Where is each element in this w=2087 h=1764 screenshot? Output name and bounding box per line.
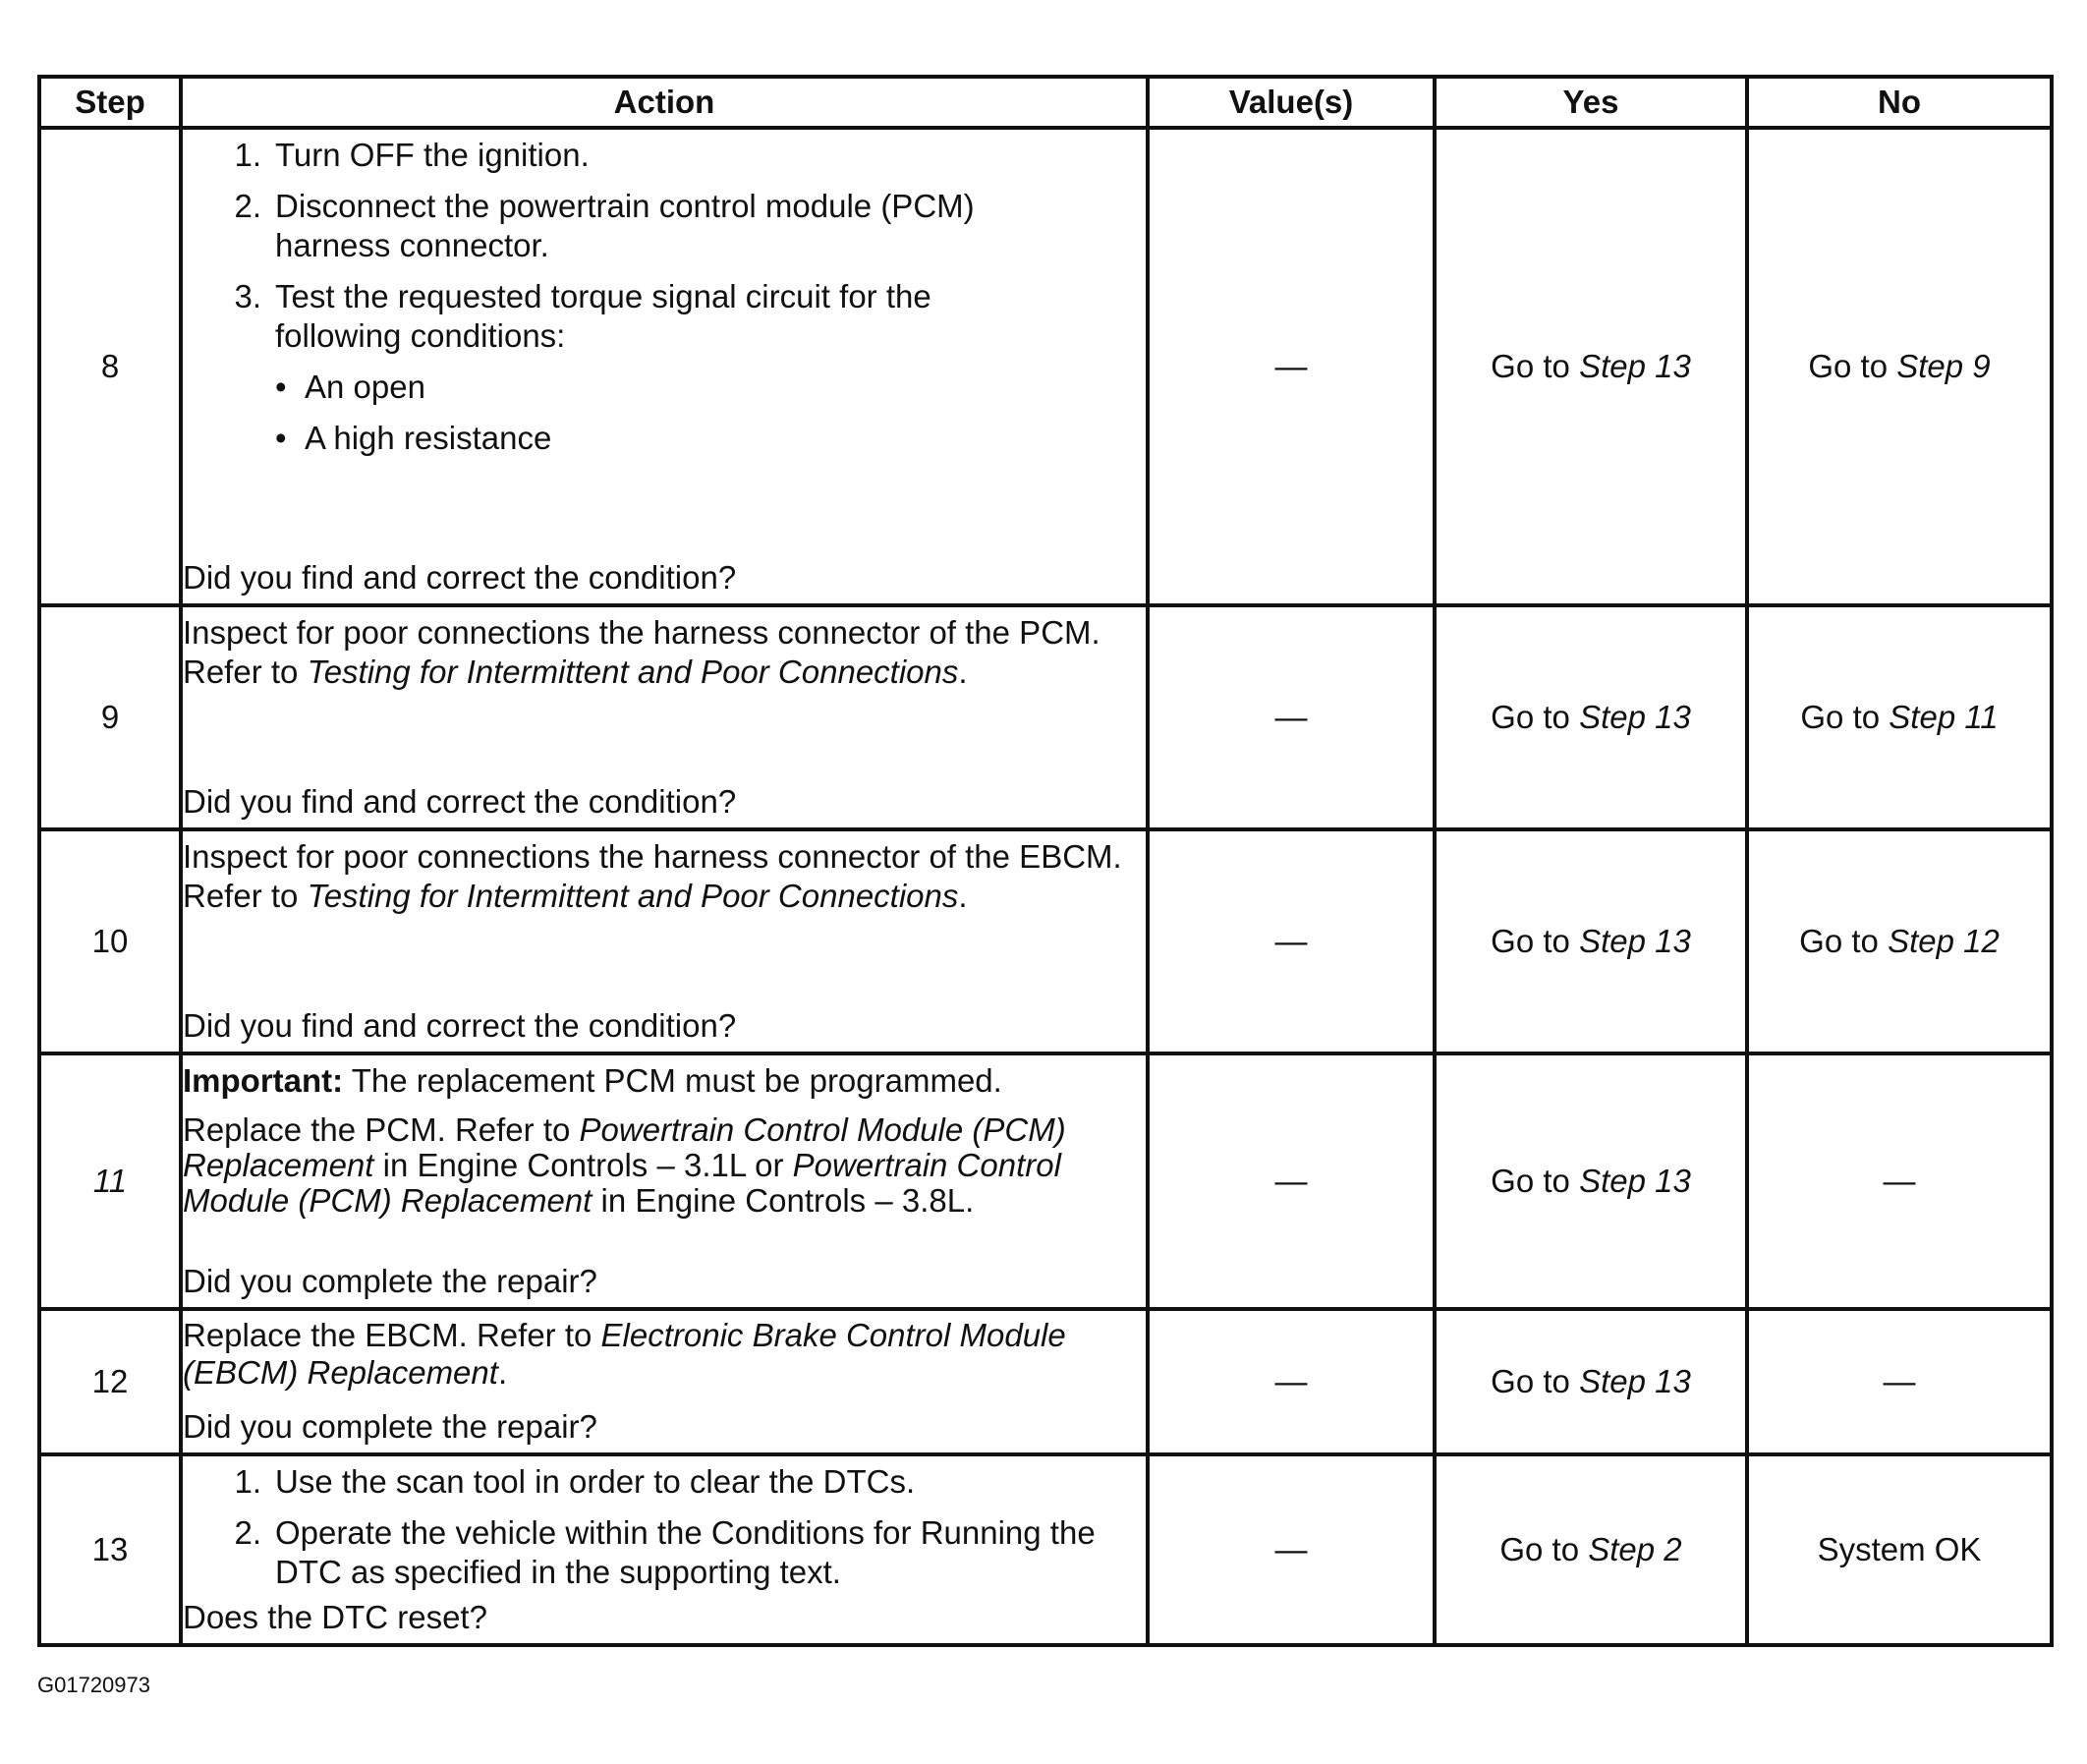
action-cell: Important: The replacement PCM must be programmed. Replace the PCM. Refer to Powertrain Control Module (PCM) Replacement in Engine Controls – 3.1L or Powertrain Control Module (PCM) Replacement in Engine Controls – 3.8L. Did you complete the repair? bbox=[181, 1053, 1148, 1309]
bullet-item: • An open bbox=[275, 369, 425, 405]
step-number: 9 bbox=[39, 605, 181, 829]
diagnostic-table bbox=[37, 75, 2054, 1647]
action-cell: Inspect for poor connections the harness connector of the PCM. Refer to Testing for Intermittent and Poor Connections. Did you find and correct the condition? bbox=[181, 605, 1148, 829]
table-row-step-11 bbox=[39, 1053, 2052, 1309]
no-link: Step 9 bbox=[1896, 348, 1991, 384]
yes-link: Step 13 bbox=[1579, 1163, 1691, 1199]
question: Did you find and correct the condition? bbox=[183, 559, 737, 596]
bullet-item: • A high resistance bbox=[275, 420, 552, 456]
value-cell: — bbox=[1148, 605, 1435, 829]
header-no: No bbox=[1747, 77, 2052, 128]
reference-link: Testing for Intermittent and Poor Connections bbox=[307, 654, 959, 690]
table-row-step-8 bbox=[39, 128, 2052, 605]
reference-link: Powertrain Control Module (PCM) Replacement bbox=[183, 1147, 1061, 1219]
important-label: Important: bbox=[183, 1062, 344, 1099]
no-cell: System OK bbox=[1747, 1454, 2052, 1645]
action-cell bbox=[181, 1454, 1148, 1645]
header-step: Step bbox=[39, 77, 181, 128]
yes-cell: Go to Step 13 bbox=[1435, 128, 1747, 605]
header-action: Action bbox=[181, 77, 1148, 128]
table-row-step-9 bbox=[39, 605, 2052, 829]
header-values: Value(s) bbox=[1148, 77, 1435, 128]
yes-link: Step 13 bbox=[1579, 699, 1691, 735]
step-number: 10 bbox=[39, 829, 181, 1053]
no-cell: Go to Step 11 bbox=[1747, 605, 2052, 829]
reference-link: Electronic Brake Control Module (EBCM) Replacement bbox=[183, 1317, 1066, 1391]
question: Did you complete the repair? bbox=[183, 1263, 597, 1299]
yes-link: Step 13 bbox=[1579, 1363, 1691, 1399]
reference-link: Testing for Intermittent and Poor Connections bbox=[307, 878, 959, 914]
no-cell: Go to Step 12 bbox=[1747, 829, 2052, 1053]
no-link: Step 11 bbox=[1889, 699, 1999, 735]
numbered-list bbox=[183, 136, 1146, 470]
value-cell: — bbox=[1148, 1053, 1435, 1309]
reference-link: Powertrain Control Module (PCM) Replacement bbox=[183, 1111, 1066, 1183]
step-number: 11 bbox=[39, 1053, 181, 1309]
list-item: 2. Operate the vehicle within the Conditions for Running the DTC as specified in the supporting text. bbox=[234, 1514, 1096, 1590]
list-item: 2. Disconnect the powertrain control module (PCM) harness connector. bbox=[234, 188, 975, 263]
yes-cell: Go to Step 13 bbox=[1435, 605, 1747, 829]
table-row-step-13 bbox=[39, 1454, 2052, 1645]
list-item: 1. Use the scan tool in order to clear the DTCs. bbox=[234, 1463, 916, 1500]
value-cell: — bbox=[1148, 128, 1435, 605]
value-cell: — bbox=[1148, 1454, 1435, 1645]
action-cell: Inspect for poor connections the harness connector of the EBCM. Refer to Testing for Intermittent and Poor Connections. Did you find and correct the condition? bbox=[181, 829, 1148, 1053]
step-number: 12 bbox=[39, 1309, 181, 1454]
step-number: 13 bbox=[39, 1454, 181, 1645]
figure-id: G01720973 bbox=[37, 1673, 150, 1697]
question: Did you find and correct the condition? bbox=[183, 1007, 737, 1044]
question: Did you find and correct the condition? bbox=[183, 783, 737, 820]
yes-cell: Go to Step 13 bbox=[1435, 1053, 1747, 1309]
no-cell: — bbox=[1747, 1053, 2052, 1309]
yes-link: Step 2 bbox=[1588, 1531, 1682, 1567]
action-cell: Replace the EBCM. Refer to Electronic Brake Control Module (EBCM) Replacement. Did you complete the repair? bbox=[181, 1309, 1148, 1454]
yes-cell: Go to Step 13 bbox=[1435, 829, 1747, 1053]
no-link: Step 12 bbox=[1888, 923, 2000, 959]
question: Did you complete the repair? bbox=[183, 1408, 597, 1445]
question: Does the DTC reset? bbox=[183, 1599, 487, 1635]
table-row-step-10 bbox=[39, 829, 2052, 1053]
yes-cell: Go to Step 2 bbox=[1435, 1454, 1747, 1645]
step-number: 8 bbox=[39, 128, 181, 605]
yes-link: Step 13 bbox=[1579, 348, 1691, 384]
yes-cell: Go to Step 13 bbox=[1435, 1309, 1747, 1454]
value-cell: — bbox=[1148, 1309, 1435, 1454]
numbered-list bbox=[183, 1462, 1146, 1592]
no-cell: — bbox=[1747, 1309, 2052, 1454]
header-row bbox=[39, 77, 2052, 128]
yes-link: Step 13 bbox=[1579, 923, 1691, 959]
table-row-step-12 bbox=[39, 1309, 2052, 1454]
list-item: 3. Test the requested torque signal circuit for the following conditions: • An open • A high resistance bbox=[183, 277, 1146, 470]
list-item: 1. Turn OFF the ignition. bbox=[234, 137, 590, 173]
action-cell bbox=[181, 128, 1148, 605]
bullet-list bbox=[275, 368, 1146, 458]
header-yes: Yes bbox=[1435, 77, 1747, 128]
value-cell: — bbox=[1148, 829, 1435, 1053]
no-cell: Go to Step 9 bbox=[1747, 128, 2052, 605]
